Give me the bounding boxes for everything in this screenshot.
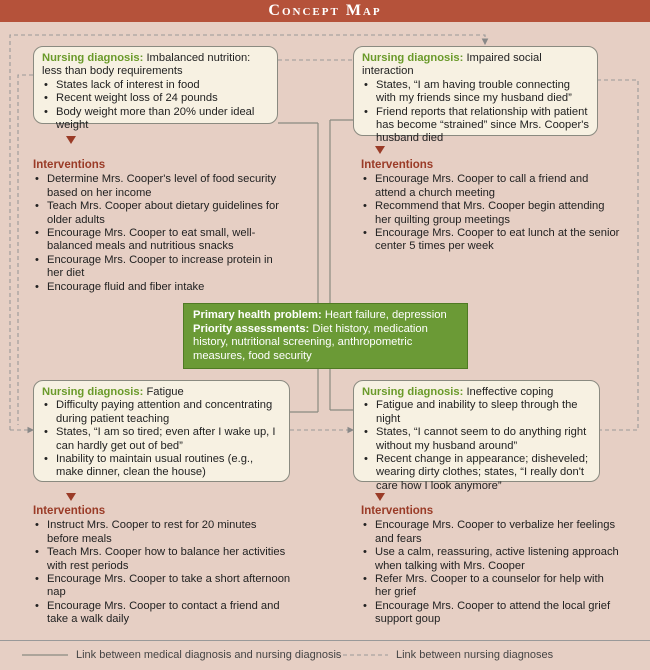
- intervention-item: • Encourage Mrs. Cooper to verbalize her feelings and fears: [361, 519, 621, 546]
- interventions-heading: Interventions: [361, 505, 434, 517]
- diagnosis-item: • Difficulty paying attention and concentrating during patient teaching: [42, 399, 281, 426]
- legend-dashed-label: Link between nursing diagnoses: [396, 649, 554, 661]
- interventions-fatigue: [33, 505, 291, 627]
- diagnosis-item: • Inability to maintain usual routines (e.g., make dinner, clean the house): [42, 453, 281, 480]
- intervention-item: • Refer Mrs. Cooper to a counselor for help with her grief: [361, 573, 621, 600]
- intervention-item: • Teach Mrs. Cooper about dietary guidelines for older adults: [33, 200, 291, 227]
- dashed-link-right-outer: [597, 80, 638, 430]
- down-arrow-icon: [66, 136, 76, 144]
- diagnosis-item: • States, “I cannot seem to do anything right without my husband around”: [362, 426, 591, 453]
- intervention-item: • Use a calm, reassuring, active listening approach when talking with Mrs. Cooper: [361, 546, 621, 573]
- diagnosis-box-coping: [353, 380, 600, 492]
- intervention-item: • Recommend that Mrs. Cooper begin attending her quilting group meetings: [361, 200, 621, 227]
- interventions-heading: Interventions: [33, 159, 106, 171]
- down-arrow-icon: [375, 146, 385, 154]
- diagnosis-item: • Body weight more than 20% under ideal weight: [42, 106, 269, 133]
- interventions-coping: [361, 505, 621, 627]
- primary-health-problem-box: [183, 303, 468, 369]
- intervention-item: • Encourage Mrs. Cooper to call a friend and attend a church meeting: [361, 173, 621, 200]
- intervention-item: • Instruct Mrs. Cooper to rest for 20 minutes before meals: [33, 519, 291, 546]
- intervention-item: • Teach Mrs. Cooper how to balance her activities with rest periods: [33, 546, 291, 573]
- interventions-heading: Interventions: [361, 159, 434, 171]
- diagnosis-box-nutrition: [33, 46, 278, 132]
- down-arrow-icon: [375, 493, 385, 501]
- intervention-item: • Encourage fluid and fiber intake: [33, 281, 291, 294]
- diagnosis-item: • States, “I am having trouble connecting with my friends since my husband died”: [362, 79, 589, 106]
- concept-map-title: Concept Map: [0, 0, 650, 22]
- diagnosis-box-fatigue: [33, 380, 290, 482]
- diagnosis-item: • Fatigue and inability to sleep through the night: [362, 399, 591, 426]
- primary-health-problem: Primary health problem: Heart failure, depression: [193, 309, 447, 321]
- diagnosis-heading: Nursing diagnosis: Imbalanced nutrition: less than body requirements: [42, 52, 251, 78]
- down-arrow-icon: [66, 493, 76, 501]
- diagnosis-item: • States, “I am so tired; even after I wake up, I can hardly get out of bed”: [42, 426, 281, 453]
- diagnosis-item: • Recent weight loss of 24 pounds: [42, 92, 269, 105]
- intervention-item: • Encourage Mrs. Cooper to increase protein in her diet: [33, 254, 291, 281]
- diagnosis-heading: Nursing diagnosis: Fatigue: [42, 386, 184, 398]
- diagnosis-heading: Nursing diagnosis: Impaired social interaction: [362, 52, 542, 78]
- intervention-item: • Determine Mrs. Cooper's level of food security based on her income: [33, 173, 291, 200]
- diagnosis-item: • States lack of interest in food: [42, 79, 269, 92]
- intervention-item: • Encourage Mrs. Cooper to contact a friend and take a walk daily: [33, 600, 291, 627]
- intervention-item: • Encourage Mrs. Cooper to attend the local grief support goup: [361, 600, 621, 627]
- intervention-item: • Encourage Mrs. Cooper to eat lunch at the senior center 5 times per week: [361, 227, 621, 254]
- intervention-item: • Encourage Mrs. Cooper to eat small, well-balanced meals and nutritious snacks: [33, 227, 291, 254]
- interventions-heading: Interventions: [33, 505, 106, 517]
- diagnosis-heading: Nursing diagnosis: Ineffective coping: [362, 386, 554, 398]
- diagnosis-item: • Friend reports that relationship with patient has become “strained” since Mrs. Cooper's husband died: [362, 106, 589, 146]
- priority-assessments: Priority assessments: Diet history, medication history, nutritional screening, anthropometric measures, food security: [193, 322, 428, 362]
- legend-solid-label: Link between medical diagnosis and nursing diagnosis: [76, 649, 342, 661]
- interventions-nutrition: [33, 159, 291, 294]
- intervention-item: • Encourage Mrs. Cooper to take a short afternoon nap: [33, 573, 291, 600]
- interventions-social: [361, 159, 621, 254]
- diagnosis-box-social: [353, 46, 598, 145]
- legend-divider: [0, 640, 650, 641]
- diagnosis-item: • Recent change in appearance; disheveled; wearing dirty clothes; states, “I really don't care how I look anymore”: [362, 453, 591, 493]
